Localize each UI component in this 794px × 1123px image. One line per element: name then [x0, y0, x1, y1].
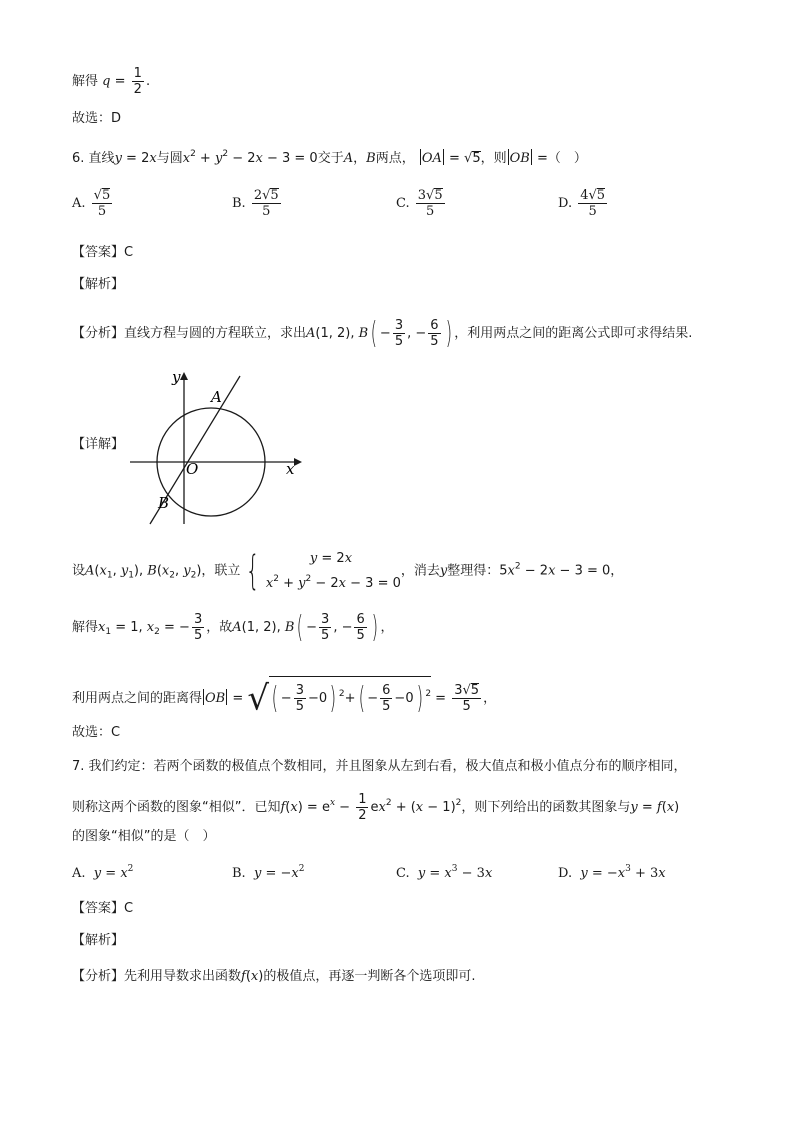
q6-lianli: ，联立: [201, 563, 241, 579]
q7-option-c-label: C.: [396, 866, 410, 881]
q6-analysis-tag: 【解析】: [72, 277, 125, 292]
q6-option-d: [558, 188, 609, 219]
q7-number: 7.: [72, 759, 85, 774]
q6-stem-d: 两点，: [375, 151, 415, 166]
q6-fenxi-tag: 【分析】: [72, 326, 125, 341]
q6-number: 6.: [72, 151, 85, 166]
label-y: y: [172, 368, 181, 386]
q7-option-c: C. $y = x^3 - 3x$: [396, 864, 493, 881]
q6-option-d-value: $\frac{4√5}{5}$: [580, 188, 606, 219]
q6-stem-a: 直线: [88, 151, 115, 166]
q7-line3: 的图象“相似”的是（ ）: [72, 829, 216, 844]
q7-line2-b: ，则下列给出的函数其图象与: [461, 800, 631, 815]
q7-option-d-label: D.: [558, 866, 573, 881]
q6-gu: ，故: [206, 620, 233, 635]
label-O: O: [186, 460, 199, 478]
q6-fenxi-b: ，利用两点之间的距离公式即可求得结果.: [454, 326, 693, 341]
q7-option-a-label: A.: [72, 866, 86, 881]
q7-line2: 则称这两个函数的图象“相似”．已知$f(x) = e^x$ − $\frac{1}{2}$ $ex^2 + (x - 1)^2$，则下列给出的函数其图象与y = f(x): [72, 792, 680, 823]
q6-solve: 解得$x_1 = 1$, $x_2$ = − $\frac{3}{5}$ ，故A(1, 2), B( − $\frac{3}{5}$ , − $\frac{6}{5}$ ) ，: [72, 609, 394, 645]
q6-set: 设: [72, 563, 86, 579]
q6-stem-b: 与圆: [156, 151, 183, 166]
q6-distance: 利用两点之间的距离得 OB = √( − $\frac{3}{5}$ −0) $^2$+( − $\frac{6}{5}$ −0) $^2$ = $\frac{3√5}{5}$ ，: [72, 676, 496, 716]
q6-option-a: [72, 188, 114, 219]
q7-option-a: A. $y = x^2$: [72, 864, 134, 881]
q6-eliminate-b: 整理得：: [447, 563, 500, 579]
q6-fenxi-a: 直线方程与圆的方程联立，求出: [124, 326, 307, 341]
q6-distance-text: 利用两点之间的距离得: [72, 691, 203, 706]
q6-eliminate: ，消去: [400, 563, 440, 579]
q7-option-b: B. $y = -x^2$: [232, 864, 305, 881]
q6-setup: 设$A(x_1$, $y_1$), $B(x_2$, $y_2$)，联立 { y = 2x $x^2 + y^2 - 2x - 3 = 0$ ，消去y整理得：$5x^2 - 2x - 3 = 0$，: [72, 548, 624, 594]
q6-detail-tag: 【详解】: [72, 437, 125, 452]
q7-fenxi-a: 先利用导数求出函数: [124, 969, 242, 984]
q6-option-b-value: $\frac{2√5}{5}$: [253, 188, 279, 219]
q7-line1-text: 我们约定：若两个函数的极值点个数相同，并且图象从左到右看，极大值点和极小值点分布的顺序相同，: [88, 759, 687, 774]
q6-figure: [126, 366, 306, 526]
solve-prefix: 解得: [72, 74, 99, 89]
q6-option-b: [232, 188, 283, 219]
y-axis-arrow: [180, 372, 188, 380]
fraction-one-half: $\frac{1}{2}$: [133, 66, 142, 97]
q6-stem-f: （ ）: [547, 151, 587, 166]
q6-option-c: [396, 188, 447, 219]
q6-stem-c: 交于: [317, 151, 344, 166]
q6-solve-text: 解得: [72, 620, 99, 635]
q7-line2-a: 则称这两个函数的图象“相似”．已知: [72, 800, 281, 815]
q7-fenxi-b: 的极值点，再逐一判断各个选项即可.: [263, 969, 476, 984]
q6-option-b-label: B.: [232, 196, 246, 211]
q6-option-c-value: $\frac{3√5}{5}$: [417, 188, 443, 219]
prev-solution-line: 解得 q = $\frac{1}{2}$ .: [72, 66, 151, 97]
label-B: B: [158, 494, 170, 512]
q6-stem-e: ，则: [480, 151, 507, 166]
q7-option-b-label: B.: [232, 866, 246, 881]
q6-fenxi: 【分析】直线方程与圆的方程联立，求出A(1, 2), B( − $\frac{3}{5}$ , − $\frac{6}{5}$ ) ，利用两点之间的距离公式即可求得结果.: [72, 315, 693, 351]
q7-answer-tag: 【答案】C: [72, 901, 134, 916]
equation-system: y = 2x $x^2 + y^2 - 2x - 3 = 0$: [265, 551, 401, 591]
q6-stem: 6. 直线y = 2x与圆$x^2 + y^2 - 2x - 3 = 0$交于A，B两点， OA = √5，则 OB =（ ）: [72, 149, 587, 166]
q6-option-d-label: D.: [558, 196, 573, 211]
label-x: x: [286, 460, 295, 478]
q7-fenxi: 【分析】先利用导数求出函数f(x)的极值点，再逐一判断各个选项即可.: [72, 969, 476, 984]
q6-option-a-label: A.: [72, 196, 86, 211]
x-axis-arrow: [294, 458, 302, 466]
q7-option-d: D. $y = -x^3 + 3x$: [558, 864, 666, 881]
q6-answer-tag: 【答案】C: [72, 245, 134, 260]
label-A: A: [211, 388, 222, 406]
q6-option-a-value: $\frac{√5}{5}$: [93, 188, 111, 219]
q7-line1: [72, 758, 687, 776]
q6-option-c-label: C.: [396, 196, 410, 211]
prev-answer-line: 故选：D: [72, 111, 122, 126]
q7-fenxi-tag: 【分析】: [72, 969, 125, 984]
q6-select: 故选：C: [72, 725, 121, 740]
q7-analysis-tag: 【解析】: [72, 933, 125, 948]
